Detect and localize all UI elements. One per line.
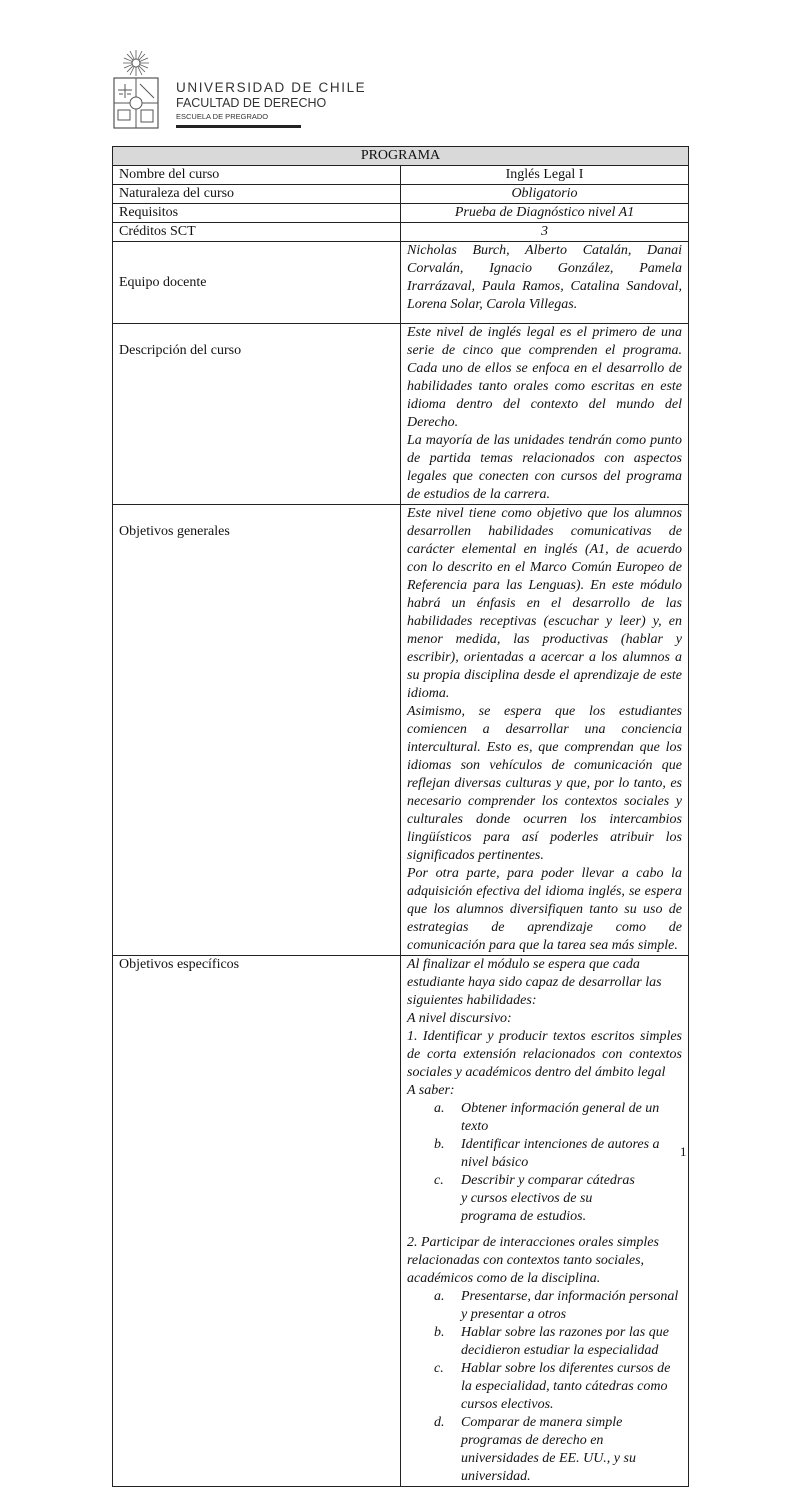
row-value: Obligatorio — [401, 185, 689, 204]
table-title: PROGRAMA — [113, 147, 689, 166]
paragraph: Por otra parte, para poder llevar a cabo la adquisición efectiva del idioma inglés, se espera que los alumnos diversifiquen tanto su uso de estrategias de aprendizaje como de comunicación para que la tarea sea más simple. — [407, 866, 682, 953]
saber: A saber: — [407, 1083, 455, 1098]
table-row — [113, 223, 689, 242]
paragraph: Asimismo, se espera que los estudiantes comiencen a desarrollar una conciencia intercultural. Esto es, que comprendan que los idiomas son vehículos de comunicación que reflejan diversas culturas y que, por lo tanto, es necesario comprender los contextos sociales y culturales donde ocurren los intercambios lingüísticos para así poderles atribuir los significados pertinentes. — [407, 704, 682, 863]
row-value: Prueba de Diagnóstico nivel A1 — [401, 204, 689, 223]
general-objectives — [401, 505, 689, 956]
list-item: b. Identificar intenciones de autores a nivel básico — [434, 1137, 660, 1170]
list-item: a. Obtener información general de un texto — [434, 1101, 660, 1134]
table-row — [113, 185, 689, 204]
list-item: b. Hablar sobre las razones por las que decidieron estudiar la especialidad — [434, 1325, 669, 1358]
objective-2: 2. Participar de interacciones orales simples relacionadas con contextos tanto sociales, académicos como de la disciplina. — [407, 1235, 659, 1286]
list-item: a. Presentarse, dar información personal y presentar a otros — [434, 1289, 679, 1322]
university-header — [112, 48, 367, 130]
row-label: Objetivos específicos — [113, 956, 401, 1487]
row-value: 3 — [401, 223, 689, 242]
university-crest-logo — [112, 48, 160, 130]
row-value: Inglés Legal I — [401, 166, 689, 185]
paragraph: Este nivel tiene como objetivo que los alumnos desarrollen habilidades comunicativas de carácter elemental en inglés (A1, de acuerdo con lo descrito en el Marco Común Europeo de Referencia para las Lenguas). En este módulo habrá un énfasis en el desarrollo de las habilidades receptivas (escuchar y leer) y, en menor medida, las productivas (hablar y escribir), orientadas a acercar a los alumnos a su propia disciplina desde el aprendizaje de este idioma. — [407, 506, 682, 701]
table-row — [113, 505, 689, 956]
teaching-team: Nicholas Burch, Alberto Catalán, Danai Corvalán, Ignacio González, Pamela Irarrázaval, Paula Ramos, Catalina Sandoval, Lorena Solar, Carola Villegas. — [401, 242, 689, 324]
intro: Al finalizar el módulo se espera que cada estudiante haya sido capaz de desarrollar las siguientes habilidades: — [407, 957, 662, 1008]
sub-list-2 — [407, 1288, 682, 1486]
header-divider — [176, 125, 301, 128]
row-label: Descripción del curso — [113, 324, 401, 505]
level: A nivel discursivo: — [407, 1011, 512, 1026]
page-number: 1 — [680, 1144, 687, 1159]
program-table — [112, 146, 689, 1487]
list-item: d. Comparar de manera simple programas de derecho en universidades de EE. UU., y su universidad. — [434, 1415, 636, 1484]
table-row — [113, 324, 689, 505]
row-label: Objetivos generales — [113, 505, 401, 956]
list-item: c. Hablar sobre los diferentes cursos de la especialidad, tanto cátedras como cursos electivos. — [434, 1361, 671, 1412]
objective-1: 1. Identificar y producir textos escritos simples de corta extensión relacionados con contextos sociales y académicos dentro del ámbito legal — [407, 1029, 682, 1080]
list-item: c. Describir y comparar cátedras y cursos electivos de su programa de estudios. — [434, 1173, 635, 1224]
specific-objectives — [401, 956, 689, 1487]
paragraph: La mayoría de las unidades tendrán como punto de partida temas relacionados con aspectos legales que conecten con cursos del programa de estudios de la carrera. — [407, 433, 682, 502]
row-label: Créditos SCT — [113, 223, 401, 242]
table-row — [113, 956, 689, 1487]
sub-list-1 — [407, 1100, 682, 1226]
table-row — [113, 204, 689, 223]
faculty-name: FACULTAD DE DERECHO — [176, 96, 327, 110]
row-label: Naturaleza del curso — [113, 185, 401, 204]
paragraph: Este nivel de inglés legal es el primero de una serie de cinco que comprenden el programa. Cada uno de ellos se enfoca en el desarrollo de habilidades tanto orales como escritas en este idioma dentro del contexto del mundo del Derecho. — [407, 325, 682, 430]
table-row — [113, 242, 689, 324]
row-label: Equipo docente — [113, 242, 401, 324]
row-label: Nombre del curso — [113, 166, 401, 185]
school-name: ESCUELA DE PREGRADO — [176, 112, 269, 121]
course-description — [401, 324, 689, 505]
table-row — [113, 166, 689, 185]
university-name: UNIVERSIDAD DE CHILE — [176, 80, 367, 95]
row-label: Requisitos — [113, 204, 401, 223]
